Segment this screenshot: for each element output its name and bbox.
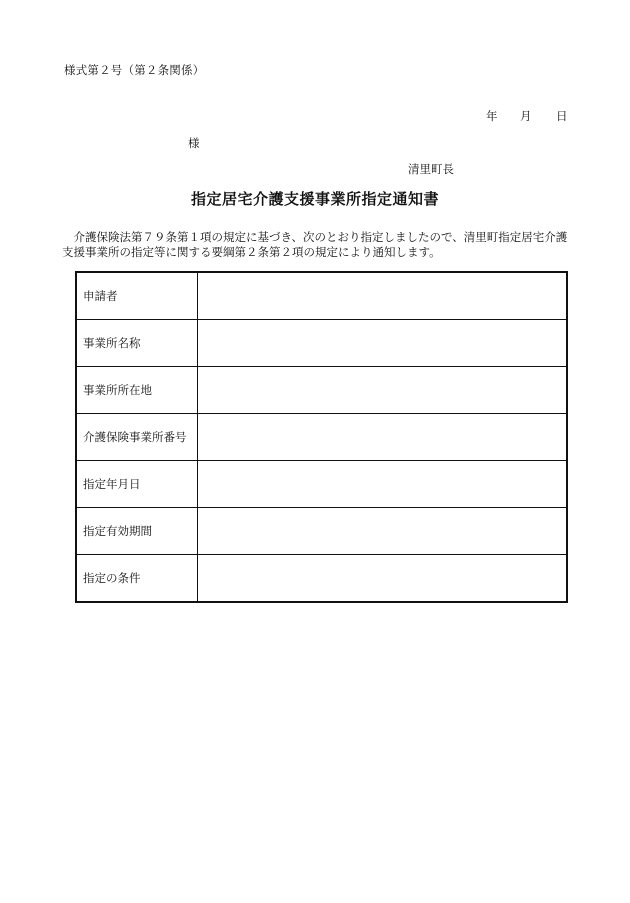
date-year-label: 年 xyxy=(486,109,498,123)
row-value-designation-date xyxy=(198,461,568,508)
row-label-designation-date: 指定年月日 xyxy=(76,461,198,508)
table-row-office-address xyxy=(76,366,567,413)
row-label-validity-period: 指定有効期間 xyxy=(76,508,198,555)
table-row-applicant xyxy=(76,272,567,319)
table-row-validity-period xyxy=(76,508,567,555)
table-row-office-name xyxy=(76,319,567,366)
date-line xyxy=(486,108,570,124)
notice-body-text: 介護保険法第７９条第１項の規定に基づき、次のとおり指定しましたので、清里町指定居宅介護支援事業所の指定等に関する要綱第２条第２項の規定により通知します。 xyxy=(62,230,568,259)
row-label-conditions: 指定の条件 xyxy=(76,555,198,602)
row-value-office-number xyxy=(198,413,568,460)
row-value-validity-period xyxy=(198,508,568,555)
form-number: 様式第２号（第２条関係） xyxy=(64,63,205,77)
row-value-office-address xyxy=(198,366,568,413)
issuer-name: 清里町長 xyxy=(408,162,454,176)
row-value-conditions xyxy=(198,555,568,602)
table-row-conditions xyxy=(76,555,567,602)
date-month-label: 月 xyxy=(520,109,532,123)
notice-info-table xyxy=(75,271,568,603)
row-label-office-number: 介護保険事業所番号 xyxy=(76,413,198,460)
row-value-applicant xyxy=(198,272,568,319)
row-value-office-name xyxy=(198,319,568,366)
row-label-applicant: 申請者 xyxy=(76,272,198,319)
row-label-office-address: 事業所所在地 xyxy=(76,366,198,413)
table-row-designation-date xyxy=(76,461,567,508)
date-day-label: 日 xyxy=(556,109,568,123)
table-row-office-number xyxy=(76,413,567,460)
addressee-suffix: 様 xyxy=(188,136,200,150)
row-label-office-name: 事業所名称 xyxy=(76,319,198,366)
document-title: 指定居宅介護支援事業所指定通知書 xyxy=(190,190,439,208)
